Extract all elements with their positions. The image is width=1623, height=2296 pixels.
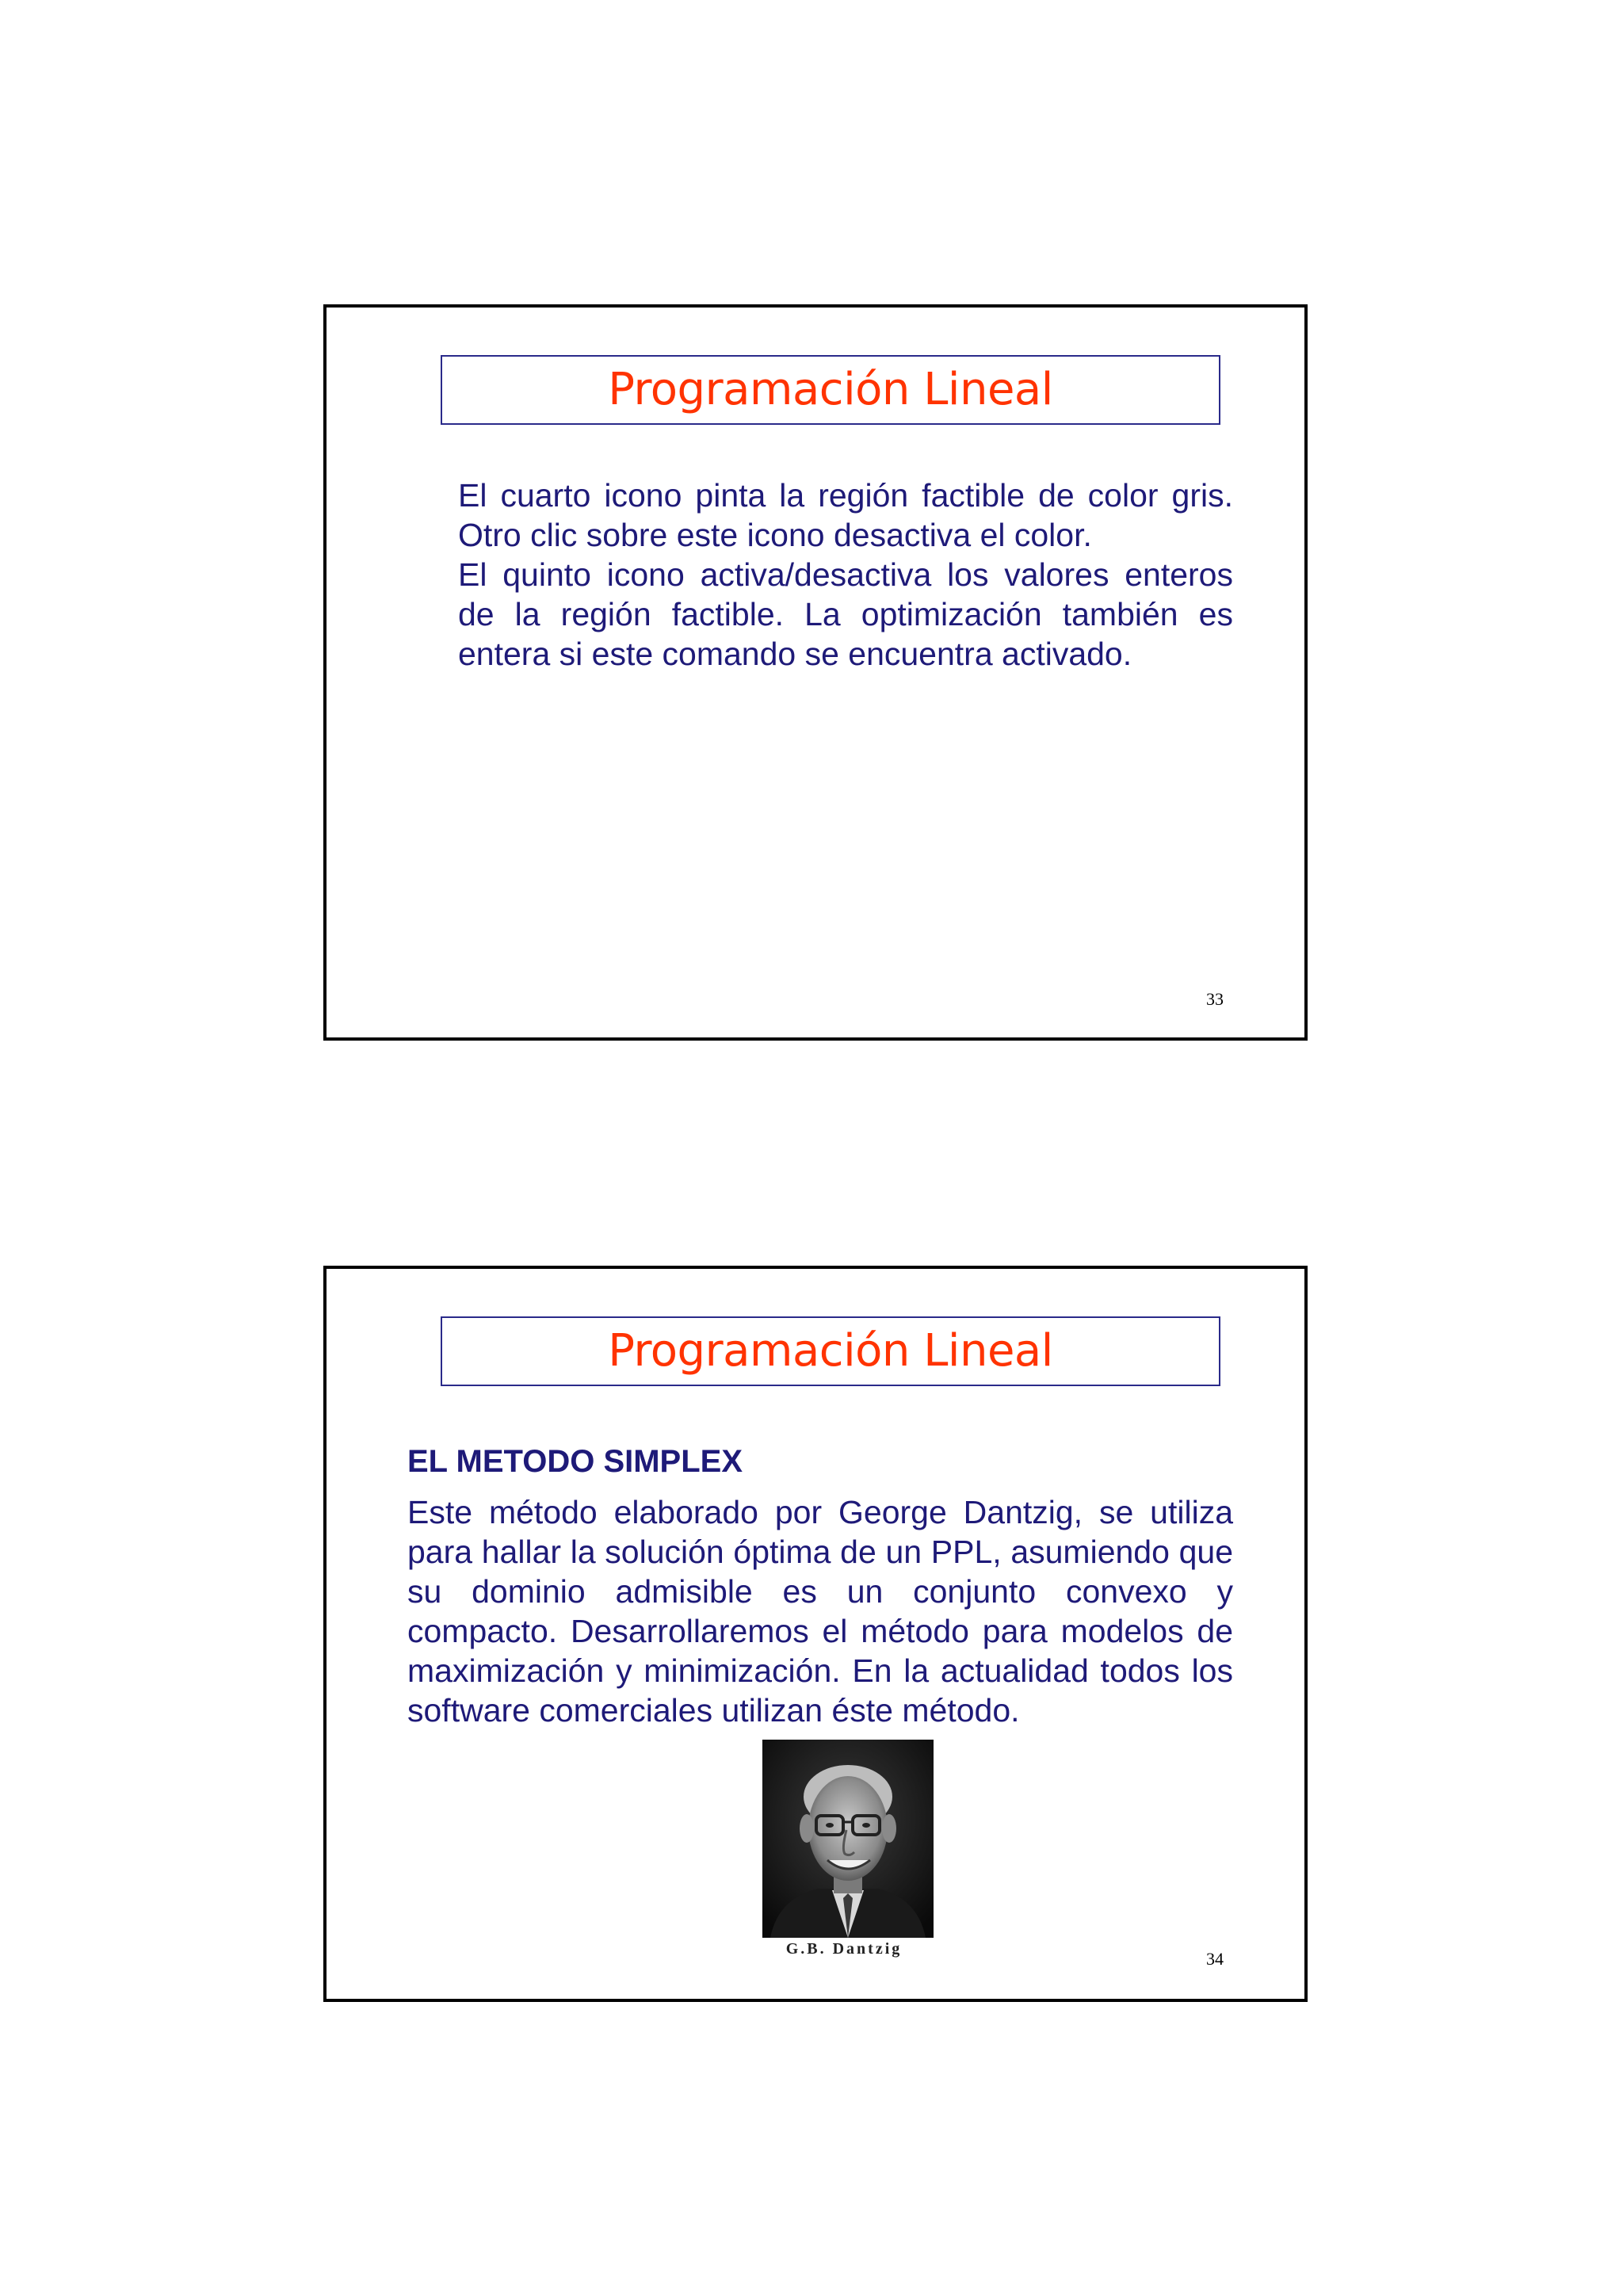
slide-title-box <box>441 355 1220 425</box>
body-paragraph: Este método elaborado por George Dantzig, se utiliza para hallar la solución óptima de un PPL, asumiendo que su dominio admisible es un conjunto convexo y compacto. Desarrollaremos el método para modelos de maximización y minimización. En la actualidad todos los software comerciales utilizan éste método. <box>407 1494 1233 1729</box>
slide-33 <box>323 304 1308 1041</box>
body-paragraph: El cuarto icono pinta la región factible de color gris. Otro clic sobre este icono desactiva el color. <box>458 477 1233 553</box>
slide-title: Programación Lineal <box>608 1325 1053 1377</box>
portrait-caption: G.B. Dantzig <box>785 1940 903 1958</box>
page-number: 34 <box>1206 1949 1224 1969</box>
slide-body <box>407 1492 1233 1730</box>
slide-title-box <box>441 1316 1220 1386</box>
section-heading: EL METODO SIMPLEX <box>407 1444 743 1479</box>
slide-body <box>458 476 1233 674</box>
dantzig-portrait <box>762 1740 934 1938</box>
slide-34 <box>323 1266 1308 2002</box>
page-number: 33 <box>1206 989 1224 1009</box>
body-paragraph: El quinto icono activa/desactiva los valores enteros de la región factible. La optimización también es entera si este comando se encuentra activado. <box>458 556 1233 672</box>
slide-title: Programación Lineal <box>608 364 1053 415</box>
